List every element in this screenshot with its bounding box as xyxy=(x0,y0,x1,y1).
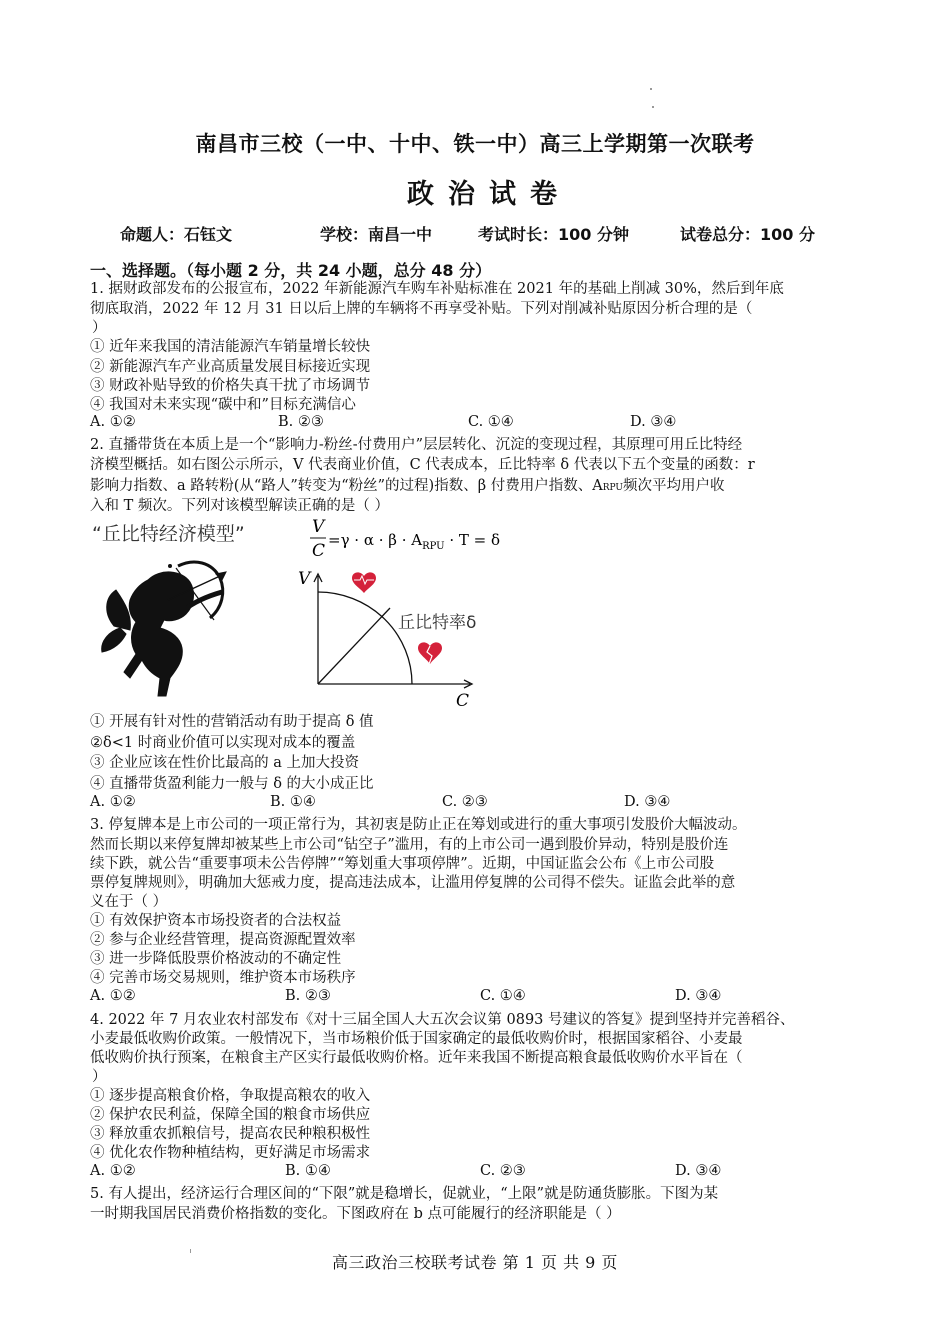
figure-caption: “丘比特经济模型” xyxy=(92,523,245,545)
option-c: C. ①④ xyxy=(468,414,514,430)
option-c: C. ①④ xyxy=(480,988,526,1004)
question-line: 彻底取消，2022 年 12 月 31 日以后上牌的车辆将不再享受补贴。下列对削减补贴原因分析合理的是（ xyxy=(90,301,753,317)
question-line: 济模型概括。如右图公示所示，V 代表商业价值，C 代表成本，丘比特率 δ 代表以下五个变量的函数：r xyxy=(90,457,755,473)
question-line: 3. 停复牌本是上市公司的一项正常行为，其初衷是防止正在筹划或进行的重大事项引发股价大幅波动。 xyxy=(90,817,747,833)
cupid-model-figure xyxy=(90,518,520,713)
speck xyxy=(652,106,654,108)
answer-options xyxy=(90,1163,870,1183)
option-b: B. ②③ xyxy=(278,414,324,430)
option-a: A. ①② xyxy=(90,414,136,430)
choice-item: ② 新能源汽车产业高质量发展目标接近实现 xyxy=(90,359,371,375)
formula-subscript: RPU xyxy=(422,541,445,552)
question-line: 低收购价执行预案，在粮食主产区实行最低收购价格。近年来我国不断提高粮食最低收购价水平旨在（ xyxy=(90,1050,743,1066)
choice-item: ① 有效保护资本市场投资者的合法权益 xyxy=(90,913,342,929)
page-footer: 高三政治三校联考试卷 第 1 页 共 9 页 xyxy=(332,1253,618,1272)
option-d: D. ③④ xyxy=(675,988,722,1004)
question-line: ） xyxy=(92,1069,107,1085)
choice-item: ④ 直播带货盈利能力一般与 δ 的大小成正比 xyxy=(90,776,374,792)
diagonal-line xyxy=(318,608,390,684)
axis-label-c: C xyxy=(456,691,470,711)
question-line: 然而长期以来停复牌却被某些上市公司“钻空子”滥用，有的上市公司一遇到股价异动，特别是股价连 xyxy=(90,837,729,853)
option-a: A. ①② xyxy=(90,794,136,810)
choice-item: ① 逐步提高粮食价格，争取提高粮农的收入 xyxy=(90,1088,371,1104)
choice-item: ③ 进一步降低股票价格波动的不确定性 xyxy=(90,951,342,967)
question-line: 入和 T 频次。下列对该模型解读正确的是（ ） xyxy=(90,498,389,514)
option-c: C. ②③ xyxy=(480,1163,526,1179)
arpu-subscript: RPU xyxy=(602,483,623,493)
choice-item: ②δ<1 时商业价值可以实现对成本的覆盖 xyxy=(90,735,356,751)
curve-label: 丘比特率δ xyxy=(398,613,477,633)
question-line: 票停复牌规则》，明确加大惩戒力度，提高违法成本，让滥用停复牌的公司得不偿失。证监会此举的意 xyxy=(90,875,736,891)
author: 命题人：石钰文 xyxy=(120,225,233,244)
choice-item: ④ 优化农作物种植结构，更好满足市场需求 xyxy=(90,1145,371,1161)
question-line: 义在于（ ） xyxy=(90,894,168,910)
total-score: 试卷总分：100 分 xyxy=(680,225,815,244)
option-b: B. ②③ xyxy=(285,988,331,1004)
figure-svg xyxy=(90,518,520,713)
question-line: 2. 直播带货在本质上是一个“影响力-粉丝-付费用户”层层转化、沉淀的变现过程，其原理可用丘比特经 xyxy=(90,437,743,453)
school: 学校：南昌一中 xyxy=(320,225,433,244)
answer-options xyxy=(90,988,870,1008)
option-b: B. ①④ xyxy=(270,794,316,810)
question-line: 小麦最低收购价政策。一般情况下，当市场粮价低于国家确定的最低收购价时，根据国家稻谷、小麦最 xyxy=(90,1031,743,1047)
heart-icon xyxy=(352,572,376,593)
question-line: 一时期我国居民消费价格指数的变化。下图政府在 b 点可能履行的经济职能是（ ） xyxy=(90,1206,621,1222)
broken-heart-icon xyxy=(418,642,442,664)
formula-tail: · T = δ xyxy=(444,531,501,549)
choice-item: ② 参与企业经营管理，提高资源配置效率 xyxy=(90,932,356,948)
formula-text: =γ · α · β · A xyxy=(328,531,423,549)
choice-item: ① 开展有针对性的营销活动有助于提高 δ 值 xyxy=(90,714,374,730)
choice-item: ① 近年来我国的清洁能源汽车销量增长较快 xyxy=(90,339,371,355)
answer-options xyxy=(90,794,870,814)
choice-item: ③ 企业应该在性价比最高的 a 上加大投资 xyxy=(90,755,359,771)
question-line xyxy=(90,476,870,498)
choice-item: ④ 完善市场交易规则，维护资本市场秩序 xyxy=(90,970,356,986)
choice-item: ③ 财政补贴导致的价格失真干扰了市场调节 xyxy=(90,378,371,394)
option-d: D. ③④ xyxy=(675,1163,722,1179)
formula-body xyxy=(328,531,500,552)
cupid-icon xyxy=(102,562,226,696)
answer-options xyxy=(90,414,870,434)
option-d: D. ③④ xyxy=(630,414,677,430)
option-d: D. ③④ xyxy=(624,794,671,810)
exam-subtitle: 政治试卷 xyxy=(407,179,571,210)
question-line: 5. 有人提出，经济运行合理区间的“下限”就是稳增长，促就业，“上限”就是防通货膨胀。下图为某 xyxy=(90,1186,719,1202)
choice-item: ④ 我国对未来实现“碳中和”目标充满信心 xyxy=(90,397,356,413)
question-line: ） xyxy=(92,320,107,336)
question-text: 频次平均用户收 xyxy=(622,478,725,494)
question-text: 影响力指数、a 路转粉(从“路人”转变为“粉丝”的过程)指数、β 付费用户指数、A xyxy=(90,478,603,494)
exam-meta xyxy=(120,222,880,246)
question-line: 续下跌，就公告“重要事项未公告停牌”“筹划重大事项停牌”。近期，中国证监会公布《上市公司股 xyxy=(90,856,715,872)
formula-denominator: C xyxy=(312,541,326,561)
option-b: B. ①④ xyxy=(285,1163,331,1179)
exam-title: 南昌市三校（一中、十中、铁一中）高三上学期第一次联考 xyxy=(195,132,755,156)
option-a: A. ①② xyxy=(90,1163,136,1179)
question-line: 1. 据财政部发布的公报宣布，2022 年新能源汽车购车补贴标准在 2021 年的基础上削减 30%，然后到年底 xyxy=(90,281,784,297)
option-a: A. ①② xyxy=(90,988,136,1004)
option-c: C. ②③ xyxy=(442,794,488,810)
quarter-arc xyxy=(318,592,412,684)
formula-numerator: V xyxy=(312,518,325,537)
choice-item: ② 保护农民利益，保障全国的粮食市场供应 xyxy=(90,1107,371,1123)
axis-label-v: V xyxy=(298,569,311,589)
choice-item: ③ 释放重农抓粮信号，提高农民种粮积极性 xyxy=(90,1126,371,1142)
question-line: 4. 2022 年 7 月农业农村部发布《对十三届全国人大五次会议第 0893 号建议的答复》提到坚持并完善稻谷、 xyxy=(90,1012,795,1028)
duration: 考试时长：100 分钟 xyxy=(478,225,629,244)
speck xyxy=(650,88,652,90)
section-heading: 一、选择题。（每小题 2 分，共 24 小题，总分 48 分） xyxy=(90,261,492,280)
